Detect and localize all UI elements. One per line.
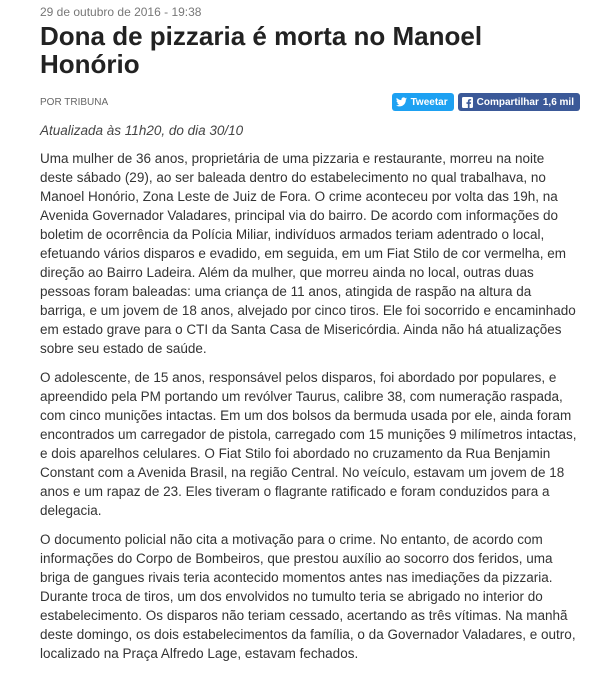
article-date: 29 de outubro de 2016 - 19:38: [40, 5, 202, 19]
byline-row: [40, 90, 580, 116]
update-note: Atualizada às 11h20, do dia 30/10: [40, 123, 244, 138]
article-title: Dona de pizzaria é morta no Manoel Honório: [40, 21, 483, 79]
facebook-share-button[interactable]: [458, 93, 580, 111]
facebook-f-icon: [462, 97, 473, 108]
author-byline: POR TRIBUNA: [40, 97, 109, 108]
article-paragraph: O adolescente, de 15 anos, responsável pelos disparos, foi abordado por populares, e apreendido pela PM portando um revólver Taurus, calibre 38, com numeração raspada, com cinco munições intactas. Em um dos bolsos da bermuda usada por ele, ainda foram encontrados um carregador de pistola, carregado com 15 munições 9 milímetros intactas, e dois aparelhos celulares. O Fiat Stilo foi abordado no cruzamento da Rua Benjamin Constant com a Avenida Brasil, na região Central. No veículo, estavam um jovem de 18 anos e um rapaz de 23. Eles tiveram o flagrante ratificado e foram conduzidos para a delegacia.: [40, 370, 577, 518]
twitter-bird-icon: [396, 97, 407, 107]
share-buttons: [392, 93, 580, 111]
tweet-button[interactable]: [392, 93, 454, 111]
article-paragraph: Uma mulher de 36 anos, proprietária de uma pizzaria e restaurante, morreu na noite deste sábado (29), ao ser baleada dentro do estabelecimento no qual trabalhava, no Manoel Honório, Zona Leste de Juiz de Fora. O crime aconteceu por volta das 19h, na Avenida Governador Valadares, principal via do bairro. De acordo com informações do boletim de ocorrência da Polícia Miliar, indivíduos armados teriam adentrado o local, efetuando vários disparos e evadido, em seguida, em um Fiat Stilo de cor vermelha, em direção ao Bairro Ladeira. Além da mulher, que morreu ainda no local, outras duas pessoas foram baleadas: uma criança de 11 anos, atingida de raspão na altura da barriga, e um jovem de 18 anos, alvejado por cinco tiros. Ele foi socorrido e encaminhado em estado grave para o CTI da Santa Casa de Misericórdia. Ainda não há atualizações sobre seu estado de saúde.: [40, 151, 576, 356]
article-paragraph: O documento policial não cita a motivação para o crime. No entanto, de acordo com informações do Corpo de Bombeiros, que prestou auxílio ao socorro dos feridos, uma briga de gangues rivais teria acontecido momentos antes nas imediações da pizzaria. Durante troca de tiros, um dos envolvidos no tumulto teria se abrigado no interior do estabelecimento. Os disparos não teriam cessado, acertando as três vítimas. Na manhã deste domingo, os dois estabelecimentos da família, o da Governador Valadares, e outro, localizado na Praça Alfredo Lage, estavam fechados.: [40, 532, 576, 661]
tweet-label: Tweetar: [410, 96, 448, 108]
facebook-share-label: Compartilhar: [476, 96, 539, 108]
facebook-share-count: 1,6 mil: [542, 96, 574, 108]
article-body: [40, 149, 580, 673]
